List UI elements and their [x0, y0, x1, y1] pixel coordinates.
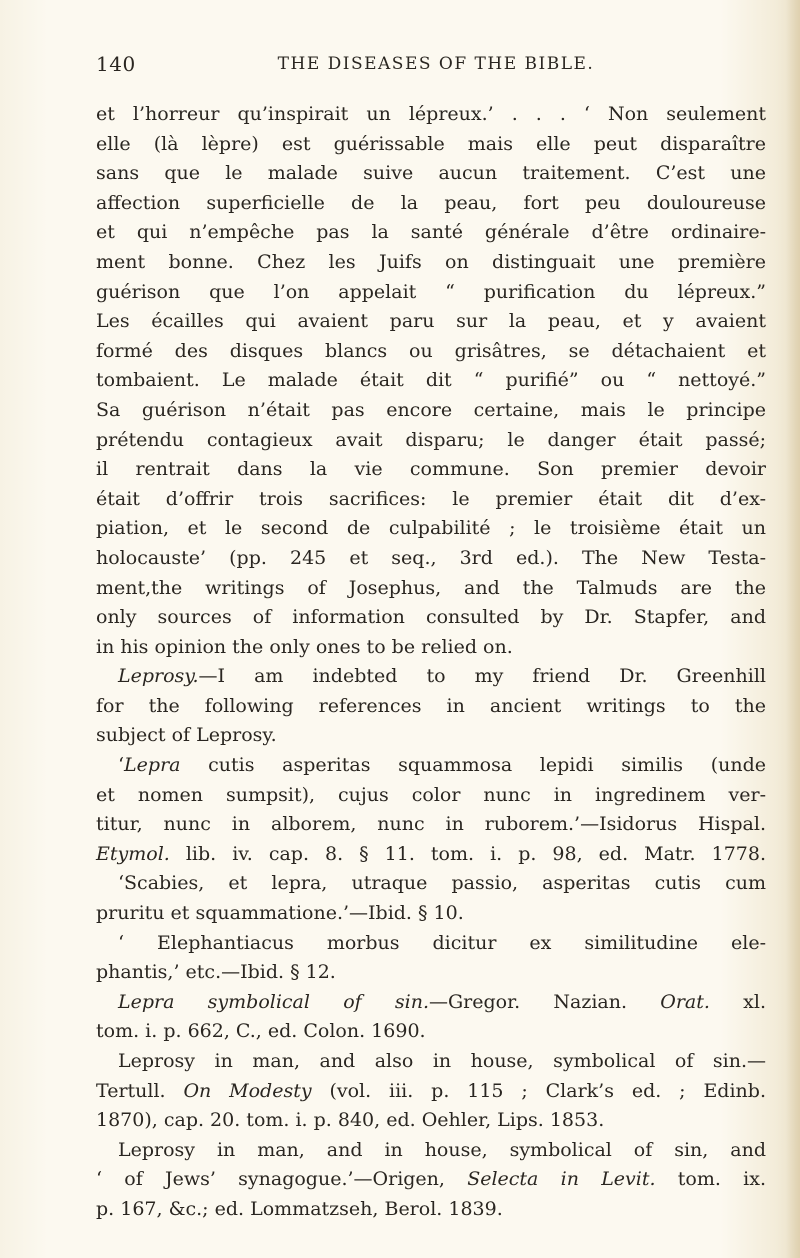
running-title: THE DISEASES OF THE BIBLE.	[277, 54, 595, 74]
text-line: p. 167, &c.; ed. Lommatzseh, Berol. 1839.	[96, 1197, 503, 1220]
text-line: for the following references in ancient writings to the	[96, 694, 766, 717]
italic-run: Orat.	[660, 990, 710, 1013]
text-line: pruritu et squammatione.’—Ibid. § 10.	[96, 902, 464, 925]
text-line: ‘Lepra cutis asperitas squammosa lepidi similis (unde	[118, 754, 766, 777]
text-line: guérison que l’on appelait “ purification du lépreux.”	[96, 280, 766, 303]
text-line: Sa guérison n’était pas encore certaine, mais le principe	[96, 398, 766, 421]
text-line: Les écailles qui avaient paru sur la peau, et y avaient	[96, 310, 766, 333]
italic-run: On Modesty	[183, 1079, 312, 1102]
text-line: phantis,’ etc.—Ibid. § 12.	[96, 961, 336, 984]
text-line: formé des disques blancs ou grisâtres, se détachaient et	[96, 339, 766, 362]
text-line: ‘ Elephantiacus morbus dicitur ex similitudine ele-	[118, 931, 766, 954]
text-line: only sources of information consulted by Dr. Stapfer, and	[96, 606, 766, 629]
body-text	[96, 100, 766, 1225]
text-line: subject of Leprosy.	[96, 724, 277, 747]
text-line: ‘Scabies, et lepra, utraque passio, asperitas cutis cum	[118, 872, 766, 895]
text-line: elle (là lèpre) est guérissable mais elle peut disparaître	[96, 132, 766, 155]
leprosy-heading: Leprosy.	[118, 665, 199, 688]
text-line: tom. i. p. 662, C., ed. Colon. 1690.	[96, 1020, 426, 1043]
text-line: Leprosy in man, and also in house, symbolical of sin.—	[118, 1050, 766, 1072]
text-line: et nomen sumpsit), cujus color nunc in ingredinem ver-	[96, 783, 766, 806]
text-line: affection superficielle de la peau, fort peu douloureuse	[96, 191, 766, 214]
text-line: il rentrait dans la vie commune. Son premier devoir	[96, 458, 766, 481]
text-line: et l’horreur qu’inspirait un lépreux.’ . . . ‘ Non seulement	[96, 103, 766, 125]
text-line: Leprosy in man, and in house, symbolical of sin, and	[118, 1138, 766, 1161]
italic-run: Lepra	[124, 754, 181, 777]
text-line: et qui n’empêche pas la santé générale d’être ordinaire-	[96, 221, 766, 244]
text-line: Etymol. lib. iv. cap. 8. § 11. tom. i. p. 98, ed. Matr. 1778.	[96, 842, 766, 865]
text-line: ment bonne. Chez les Juifs on distinguait une première	[96, 250, 766, 273]
text-line: Lepra symbolical of sin.—Gregor. Nazian. Orat. xl.	[118, 990, 766, 1013]
text-line: était d’offrir trois sacrifices: le premier était dit d’ex-	[96, 487, 766, 510]
page-edge-shadow	[786, 0, 800, 1258]
text-line: ment,the writings of Josephus, and the Talmuds are the	[96, 576, 766, 599]
text-line: sans que le malade suive aucun traitement. C’est une	[96, 162, 766, 185]
text-line: 1870), cap. 20. tom. i. p. 840, ed. Oehler, Lips. 1853.	[96, 1109, 605, 1132]
text-line: titur, nunc in alborem, nunc in ruborem.’—Isidorus Hispal.	[96, 813, 766, 836]
text-line: Tertull. On Modesty (vol. iii. p. 115 ; Clark’s ed. ; Edinb.	[96, 1079, 766, 1102]
text-line: tombaient. Le malade était dit “ purifié” ou “ nettoyé.”	[96, 369, 766, 392]
italic-run: Selecta in Levit.	[467, 1168, 656, 1191]
italic-run: Etymol.	[96, 842, 170, 865]
text-line: prétendu contagieux avait disparu; le danger était passé;	[96, 428, 766, 451]
page-number: 140	[96, 52, 136, 76]
text-line: piation, et le second de culpabilité ; le troisième était un	[96, 517, 766, 540]
text-line: ‘ of Jews’ synagogue.’—Origen, Selecta in Levit. tom. ix.	[96, 1168, 766, 1191]
text-line: in his opinion the only ones to be relied on.	[96, 635, 513, 658]
text-line: holocauste’ (pp. 245 et seq., 3rd ed.). The New Testa-	[96, 546, 766, 569]
text-line-leprosy-heading: Leprosy.—I am indebted to my friend Dr. Greenhill	[118, 665, 766, 688]
italic-run: Lepra symbolical of sin.	[118, 990, 429, 1013]
page-header	[96, 52, 736, 82]
